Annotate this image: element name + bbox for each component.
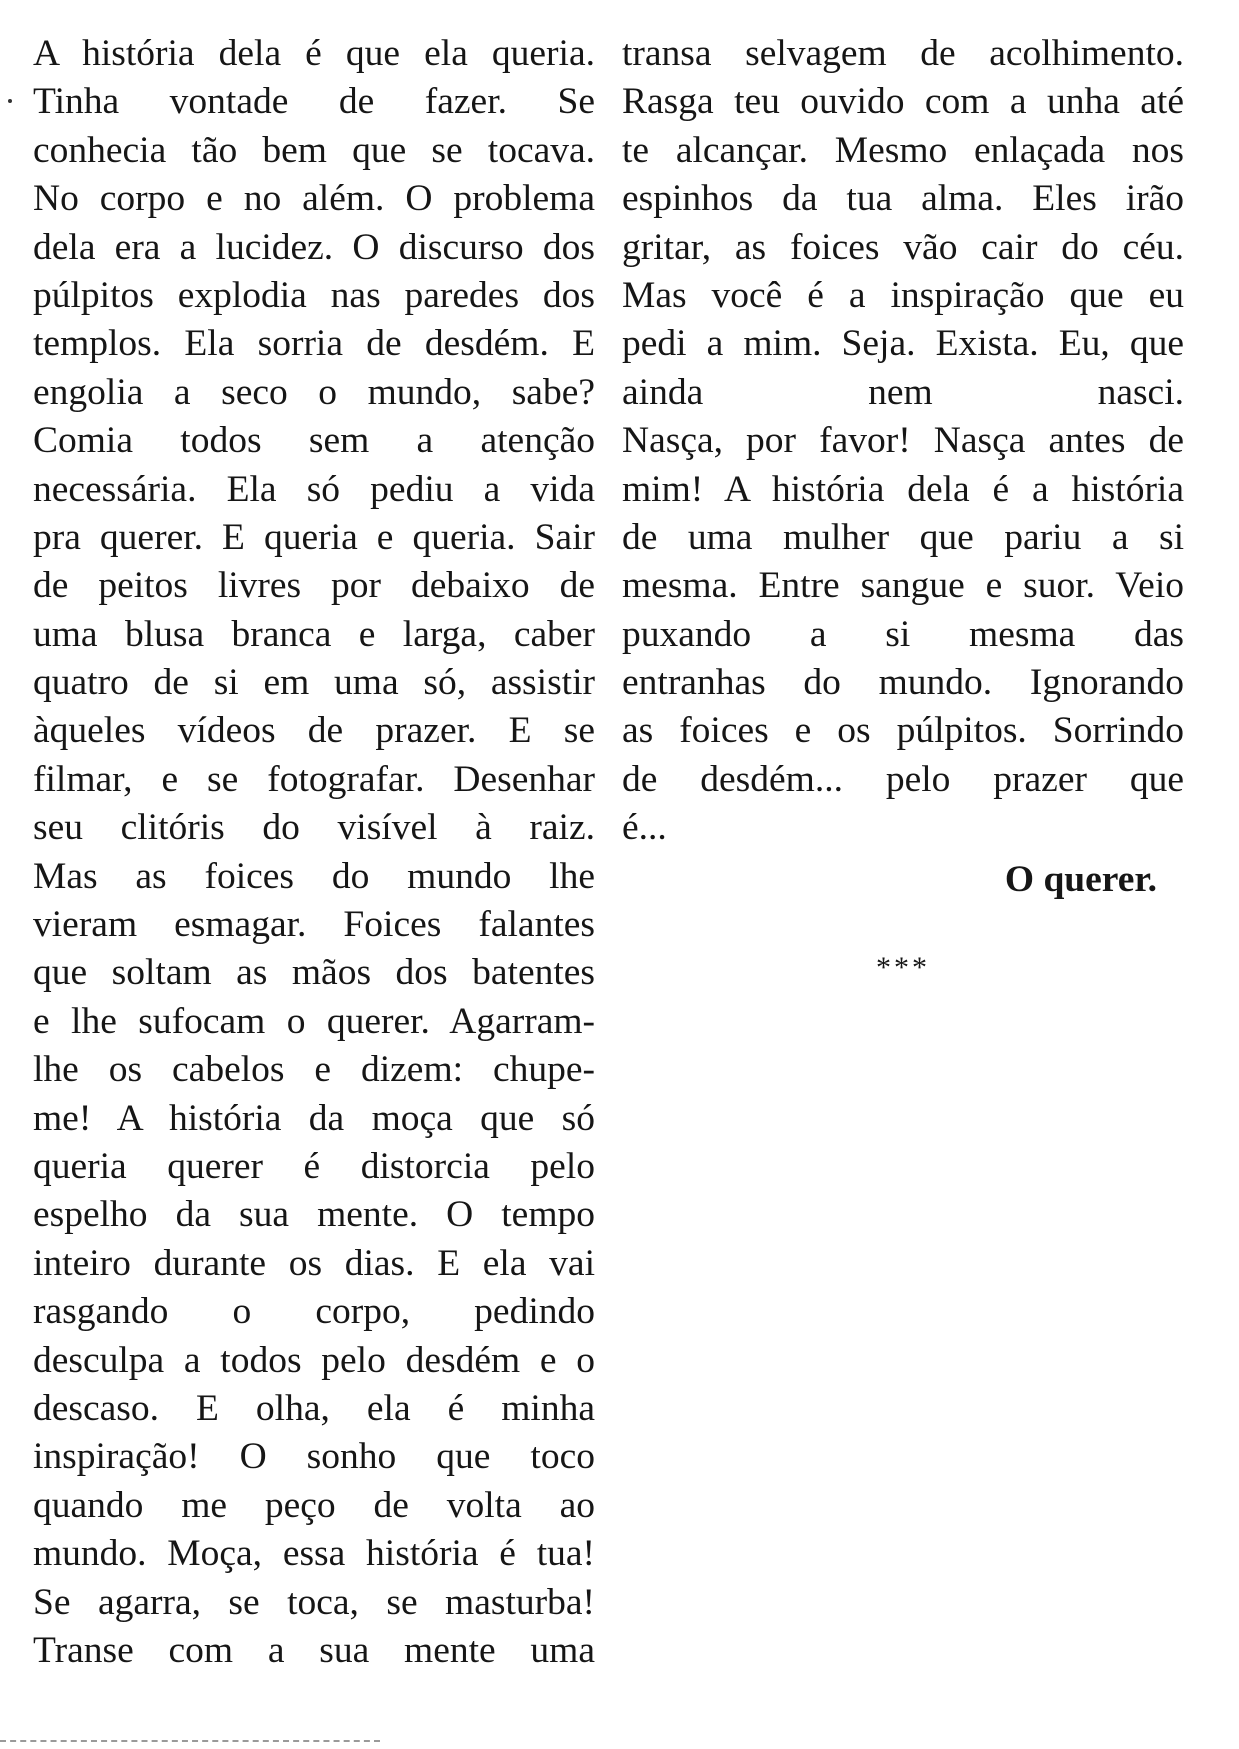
text-line: Mas as foices do mundo lhe [33, 855, 595, 897]
section-separator: *** [876, 951, 930, 984]
text-line: puxando a si mesma das [622, 613, 1184, 655]
text-line: Transe com a sua mente uma [33, 1629, 595, 1671]
text-line: engolia a seco o mundo, sabe? [33, 371, 595, 413]
text-line: gritar, as foices vão cair do céu. [622, 226, 1184, 268]
text-line: templos. Ela sorria de desdém. E [33, 323, 595, 365]
text-line: mundo. Moça, essa história é tua! [33, 1533, 595, 1575]
text-line: Tinha vontade de fazer. Se [33, 81, 595, 123]
text-line: e lhe sufocam o querer. Agarram- [33, 1000, 595, 1042]
text-line: inteiro durante os dias. E ela vai [33, 1242, 595, 1284]
text-line: pra querer. E queria e queria. Sair [33, 516, 595, 558]
text-line: ainda nem nasci. [622, 371, 1184, 413]
text-line: necessária. Ela só pediu a vida [33, 468, 595, 510]
text-line: mim! A história dela é a história [622, 468, 1184, 510]
text-line: Se agarra, se toca, se masturba! [33, 1581, 595, 1623]
text-line: inspiração! O sonho que toco [33, 1436, 595, 1478]
text-line: quando me peço de volta ao [33, 1484, 595, 1526]
text-line: vieram esmagar. Foices falantes [33, 904, 595, 946]
text-line: Mas você é a inspiração que eu [622, 274, 1184, 316]
text-line: me! A história da moça que só [33, 1097, 595, 1139]
text-line: filmar, e se fotografar. Desenhar [33, 758, 595, 800]
text-line: de desdém... pelo prazer que [622, 758, 1184, 800]
text-line: quatro de si em uma só, assistir [33, 662, 595, 704]
text-column-left [33, 30, 595, 1675]
text-line: transa selvagem de acolhimento. [622, 33, 1184, 74]
text-line: Rasga teu ouvido com a unha até [622, 81, 1184, 123]
text-line: entranhas do mundo. Ignorando [622, 662, 1184, 704]
text-line: A história dela é que ela queria. [33, 33, 595, 74]
scan-speck [8, 99, 12, 103]
text-line: mesma. Entre sangue e suor. Veio [622, 565, 1184, 607]
text-line: seu clitóris do visível à raiz. [33, 807, 595, 849]
text-line: uma blusa branca e larga, caber [33, 613, 595, 655]
text-column-right [622, 30, 1184, 853]
text-line: queria querer é distorcia pelo [33, 1145, 595, 1187]
text-line: Comia todos sem a atenção [33, 420, 595, 462]
text-line: conhecia tão bem que se tocava. [33, 129, 595, 171]
text-line: espelho da sua mente. O tempo [33, 1194, 595, 1236]
text-line: é... [622, 807, 667, 849]
text-line: Nasça, por favor! Nasça antes de [622, 420, 1184, 462]
text-line: pedi a mim. Seja. Exista. Eu, que [622, 323, 1184, 365]
text-line: lhe os cabelos e dizem: chupe- [33, 1049, 595, 1091]
text-line: No corpo e no além. O problema [33, 178, 595, 220]
text-line: de uma mulher que pariu a si [622, 516, 1184, 558]
text-line: púlpitos explodia nas paredes dos [33, 274, 595, 316]
text-line: desculpa a todos pelo desdém e o [33, 1339, 595, 1381]
text-line: rasgando o corpo, pedindo [33, 1291, 595, 1333]
text-line: de peitos livres por debaixo de [33, 565, 595, 607]
text-line: dela era a lucidez. O discurso dos [33, 226, 595, 268]
text-line: te alcançar. Mesmo enlaçada nos [622, 129, 1184, 171]
text-line: descaso. E olha, ela é minha [33, 1387, 595, 1429]
text-line: as foices e os púlpitos. Sorrindo [622, 710, 1184, 752]
text-line: àqueles vídeos de prazer. E se [33, 710, 595, 752]
text-line: espinhos da tua alma. Eles irão [622, 178, 1184, 220]
poem-signature: O querer. [1004, 859, 1157, 900]
text-line: que soltam as mãos dos batentes [33, 952, 595, 994]
scan-edge-line [0, 1740, 380, 1742]
